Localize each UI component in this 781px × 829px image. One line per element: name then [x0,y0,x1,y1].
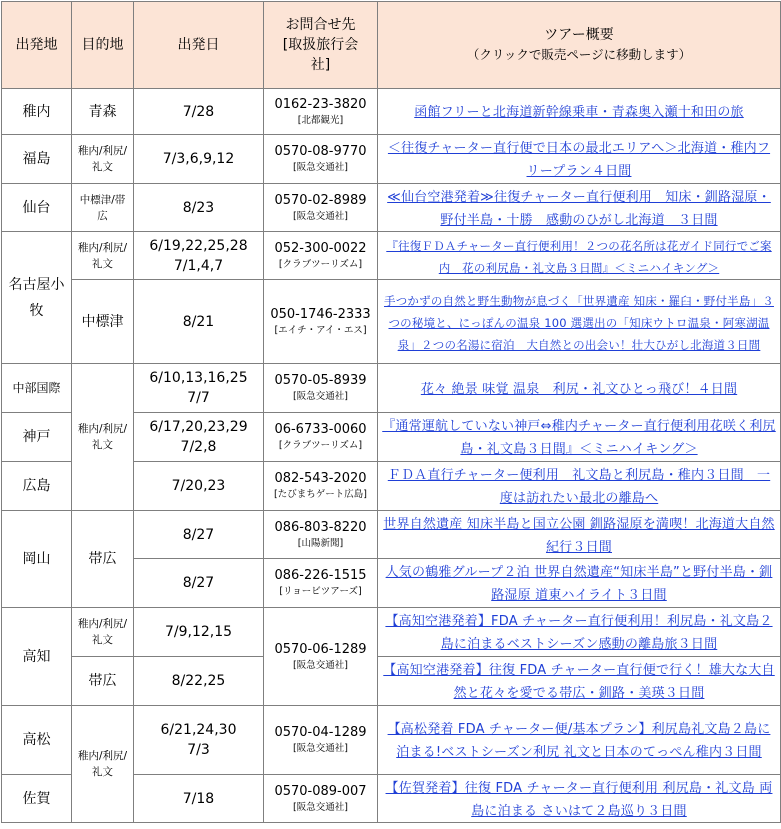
phone-number: 0570-02-8989 [274,192,367,208]
phone-number: 086-803-8220 [274,519,367,535]
agent-name: [阪急交通社] [293,210,348,222]
tour-link[interactable]: 【高松発着 FDA チャーター便/基本プラン】利尻島礼文島２島に泊まる!ベストシーズン利尻 礼文と日本のてっぺん稚内３日間 [387,722,771,760]
tour-link[interactable]: 世界自然遺産 知床半島と国立公園 釧路湿原を満喫！北海道大自然紀行３日間 [383,516,775,555]
date-cell: 8/27 [134,559,264,608]
phone-number: 0570-04-1289 [274,725,367,740]
date-line: 7/2,8 [180,439,217,455]
header-tour-line2: （クリックで販売ページに移動します） [466,47,692,62]
tour-link[interactable]: 手つかずの自然と野生動物が息づく「世界遺産 知床・羅臼・野付半島」３つの秘境と、にっぽんの温泉 100 選選出の「知床ウトロ温泉・阿寒湖温泉」２つの名湯に宿泊 大自然との出会い！壮大ひがし北海道３日間 [384,293,774,352]
header-contact-line2: [取扱旅行会 [282,37,359,53]
agent-name: [エイチ・アイ・エス] [274,324,367,336]
tour-cell [378,775,781,823]
date-cell [134,232,264,280]
phone-number: 0570-089-007 [274,783,367,799]
tour-link[interactable]: 【高知空港発着】往復 FDA チャーター直行便で行く！雄大な大自然と花々を愛でる帯広・釧路・美瑛３日間 [383,663,775,701]
date-cell: 8/22,25 [134,657,264,706]
agent-name: [リョービツアーズ] [279,586,362,597]
tour-link[interactable]: 『往復ＦＤＡチャーター直行便利用！２つの花名所は花ガイド同行でご案内 花の利尻島・礼文島３日間』＜ミニハイキング＞ [386,238,772,275]
date-line: 7/3 [187,742,210,758]
date-cell: 7/20,23 [134,462,264,511]
phone-number: 082-543-2020 [274,471,367,486]
date-cell [134,413,264,462]
contact-cell [264,413,378,462]
table-row [2,608,781,657]
table-row [2,280,781,364]
date-line: 6/17,20,23,29 [149,419,248,435]
tour-cell [378,364,781,413]
header-contact-line1: お問合せ先 [285,17,356,33]
tour-cell [378,89,781,135]
table-row [2,364,781,413]
contact-cell [264,89,378,135]
destination-cell: 稚内/利尻/礼文 [72,706,134,823]
agent-name: [阪急交通社] [293,743,348,754]
tour-cell [378,706,781,775]
header-destination: 目的地 [72,2,134,89]
departure-cell: 佐賀 [2,775,72,823]
phone-number: 06-6733-0060 [274,422,367,437]
tour-cell [378,413,781,462]
header-contact [264,2,378,89]
agent-name: [たびまちゲート広島] [274,489,367,500]
tour-link[interactable]: ＦＤＡ直行チャーター便利用 礼文島と利尻島・稚内３日間 一度は訪れたい最北の離島へ [387,468,771,506]
date-cell: 8/23 [134,184,264,232]
table-row [2,184,781,232]
destination-cell: 稚内/利尻/礼文 [72,232,134,280]
header-departure: 出発地 [2,2,72,89]
date-cell: 8/27 [134,511,264,559]
table-row [2,657,781,706]
departure-cell: 広島 [2,462,72,511]
phone-number: 0570-06-1289 [274,641,367,657]
header-row [2,2,781,89]
tour-link[interactable]: ≪仙台空港発着≫往復チャーター直行便利用 知床・釧路湿原・野付半島・十勝 感動のひがし北海道 ３日間 [387,189,771,228]
contact-cell [264,608,378,706]
tour-cell [378,135,781,184]
tour-table [1,1,781,823]
date-line: 6/19,22,25,28 [149,237,248,254]
departure-cell: 中部国際 [2,364,72,413]
header-tour-line1: ツアー概要 [544,27,614,43]
departure-cell: 岡山 [2,511,72,608]
contact-cell [264,559,378,608]
table-row [2,135,781,184]
contact-cell [264,135,378,184]
date-cell [134,364,264,413]
tour-link[interactable]: ＜往復チャーター直行便で日本の最北エリアへ＞北海道・稚内フリープラン４日間 [387,141,771,179]
contact-cell [264,364,378,413]
departure-cell: 高知 [2,608,72,706]
phone-number: 0570-05-8939 [274,373,367,388]
agent-name: [北都観光] [297,114,344,126]
header-contact-line3: 社] [310,57,331,73]
destination-cell: 帯広 [72,511,134,608]
date-line: 7/1,4,7 [173,257,224,274]
header-tour [378,2,781,89]
date-cell: 7/28 [134,89,264,135]
tour-link[interactable]: 『通常運航していない神戸⇔稚内チャーター直行便利用花咲く利尻島・礼文島３日間』＜ミニハイキング＞ [382,419,776,457]
agent-name: [阪急交通社] [293,801,348,813]
tour-cell [378,608,781,657]
contact-cell [264,706,378,775]
phone-number: 0570-08-9770 [274,144,367,159]
contact-cell [264,280,378,364]
destination-cell: 中標津 [72,280,134,364]
tour-cell [378,559,781,608]
agent-name: [阪急交通社] [293,391,348,402]
date-cell: 7/18 [134,775,264,823]
date-line: 6/21,24,30 [160,722,237,738]
tour-cell [378,511,781,559]
date-line: 7/7 [187,390,210,406]
tour-cell [378,232,781,280]
tour-cell [378,280,781,364]
tour-cell [378,184,781,232]
tour-link[interactable]: 花々 絶景 味覚 温泉 利尻・礼文ひとっ飛び！４日間 [420,381,738,397]
destination-cell: 稚内/利尻/礼文 [72,364,134,511]
header-date: 出発日 [134,2,264,89]
date-cell [134,706,264,775]
phone-number: 050-1746-2333 [270,306,371,322]
phone-number: 086-226-1515 [274,568,367,583]
departure-cell: 福島 [2,135,72,184]
destination-cell: 稚内/利尻/礼文 [72,135,134,184]
departure-cell: 仙台 [2,184,72,232]
table-row [2,706,781,775]
destination-cell: 中標津/帯広 [72,184,134,232]
table-row [2,89,781,135]
agent-name: [山陽新聞] [297,537,344,549]
destination-cell: 帯広 [72,657,134,706]
tour-link[interactable]: 人気の鶴雅グループ２泊 世界自然遺産“知床半島”と野付半島・釧路湿原 道東ハイライト３日間 [385,565,773,603]
date-cell: 7/3,6,9,12 [134,135,264,184]
date-cell: 7/9,12,15 [134,608,264,657]
departure-cell: 神戸 [2,413,72,462]
tour-cell [378,462,781,511]
contact-cell [264,184,378,232]
agent-name: [クラブツーリズム] [278,440,363,451]
phone-number: 052-300-0022 [274,240,367,256]
date-cell: 8/21 [134,280,264,364]
departure-cell: 名古屋小牧 [2,232,72,364]
destination-cell: 青森 [72,89,134,135]
contact-cell [264,775,378,823]
departure-cell: 稚内 [2,89,72,135]
contact-cell [264,462,378,511]
agent-name: [阪急交通社] [293,659,348,671]
destination-cell: 稚内/利尻/礼文 [72,608,134,657]
table-row [2,511,781,559]
table-row [2,232,781,280]
tour-link[interactable]: 【高知空港発着】FDA チャーター直行便利用！利尻島・礼文島２島に泊まるベストシーズン感動の離島旅３日間 [385,614,773,652]
contact-cell [264,232,378,280]
agent-name: [阪急交通社] [293,162,348,173]
contact-cell [264,511,378,559]
date-line: 6/10,13,16,25 [149,370,248,386]
tour-link[interactable]: 【佐賀発着】往復 FDA チャーター直行便利用 利尻島・礼文島 両島に泊まる さいはて２島巡り３日間 [385,780,773,819]
tour-link[interactable]: 函館フリーと北海道新幹線乗車・青森奥入瀬十和田の旅 [414,105,744,120]
departure-cell: 高松 [2,706,72,775]
tour-cell [378,657,781,706]
phone-number: 0162-23-3820 [274,96,367,112]
agent-name: [クラブツーリズム] [278,258,363,270]
